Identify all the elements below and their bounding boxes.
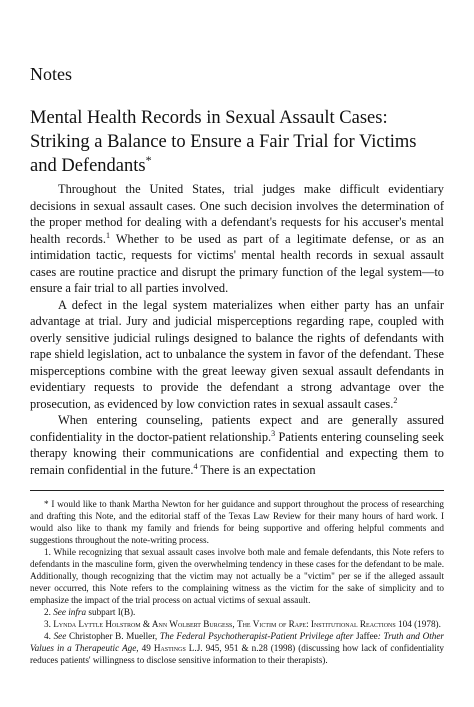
- footnote-4-cite-a: 49: [138, 643, 154, 653]
- footnote-4-article-b: : Truth and Other Values in a Therapeutic Age,: [30, 631, 445, 653]
- footnote-ref-3: 3: [271, 428, 276, 438]
- footnote-4-author: Christopher B. Mueller,: [66, 631, 160, 641]
- footnote-star-marker: *: [44, 499, 49, 509]
- article-title: [30, 106, 444, 178]
- paragraph-2-text: A defect in the legal system materializes when either party has an unfair advantage at trial. Jury and judicial misperceptions regarding rape, coupled with overly sensitive judicial rulings designed to balance the rights of defendants with rape shield legislation, act to unbalance the system in favor of the defendant. These misperceptions combine with the great leeway given sexual assault defendants in evidentiary requests to provide the defendant a strong advantage over the prosecution, as evidenced by low conviction rates in sexual assault cases.: [30, 297, 444, 411]
- paragraph-1-text-b: Whether to be used as part of a legitimate defense, or as an intimidation tactic, requests for victims' mental health records in sexual assault cases are routine practice and disrupt the primary function of the legal system—to ensure a fair trial to all parties involved.: [30, 231, 445, 295]
- footnote-star-text: I would like to thank Martha Newton for her guidance and support throughout the process of researching and drafting this Note, and the editorial staff of the Texas Law Review for their many hours of hard work. I would also like to thank my family and friends for being supportive and offering helpful comments and suggestions throughout the note-writing process.: [30, 499, 444, 545]
- title-footnote-marker: *: [145, 152, 152, 167]
- footnote-divider: [30, 490, 444, 491]
- footnote-3-authors: Lynda Lyttle Holstrom & Ann Wolbert Burgess,: [53, 619, 235, 629]
- paragraph-3-text-a: When entering counseling, patients expect and are generally assured confidentiality in the doctor-patient relationship.: [30, 413, 444, 444]
- footnote-2-see: See: [53, 607, 66, 617]
- paragraph-3-text-c: There is an expectation: [197, 462, 316, 477]
- body-paragraph-3: [30, 412, 444, 478]
- footnote-2-infra: infra: [68, 607, 87, 617]
- paragraph-1-text-a: Throughout the United States, trial judges make difficult evidentiary decisions in sexual assault cases. One such decision involves the determination of the proper method for dealing with a defendant's requests for his accuser's mental health records.: [30, 182, 444, 246]
- footnote-4-journal: Hastings L.J.: [153, 643, 203, 653]
- footnote-4-jaffee: Jaffee: [356, 631, 378, 641]
- footnote-ref-4: 4: [193, 461, 198, 471]
- footnote-3-book: The Victim of Rape: Institutional Reactions: [236, 619, 396, 629]
- footnotes: [30, 498, 444, 666]
- footnote-2: [30, 606, 444, 618]
- footnote-1-number: 1.: [44, 547, 51, 557]
- footnote-2-number: 2.: [44, 607, 51, 617]
- footnote-4-cite-b: 945, 951 & n.28 (1998) (discussing how lack of confidentiality reduces patients' willingness to disclose sensitive information to their therapists).: [30, 643, 444, 665]
- footnote-3-number: 3.: [44, 619, 51, 629]
- footnote-4-article-a: The Federal Psychotherapist-Patient Privilege after: [159, 631, 356, 641]
- paragraph-3-text-b: Patients entering counseling seek therapy knowing their communications are confidential and expecting them to remain confidential in the future.: [30, 429, 444, 477]
- footnote-2-rest: subpart I(B).: [86, 607, 136, 617]
- body-text: [30, 181, 444, 478]
- footnote-1-text: While recognizing that sexual assault cases involve both male and female defendants, this Note refers to defendants in the masculine form, given the overwhelming tendency in these cases for the defendant to be male. Additionally, though recognizing that the victim may not actually be a "victim" per se if the alleged assault never occurred, this Note refers to the complaining witness as the victim for the sake of simplicity and to emphasize the impact of the trial process on actual victims of sexual assault.: [30, 547, 444, 605]
- body-paragraph-1: [30, 181, 444, 297]
- footnote-1: [30, 546, 444, 606]
- footnote-4-number: 4.: [44, 631, 51, 641]
- footnote-4: [30, 630, 444, 666]
- footnote-4-see: See: [53, 631, 67, 641]
- footnote-star: [30, 498, 444, 546]
- section-label: Notes: [30, 64, 72, 84]
- footnote-ref-1: 1: [105, 230, 110, 240]
- article-title-text: Mental Health Records in Sexual Assault Cases: Striking a Balance to Ensure a Fair Trial for Victims and Defendants: [30, 108, 417, 176]
- body-paragraph-2: [30, 297, 444, 413]
- footnote-3-rest: 104 (1978).: [395, 619, 441, 629]
- footnote-3: [30, 618, 444, 630]
- footnote-ref-2: 2: [393, 395, 398, 405]
